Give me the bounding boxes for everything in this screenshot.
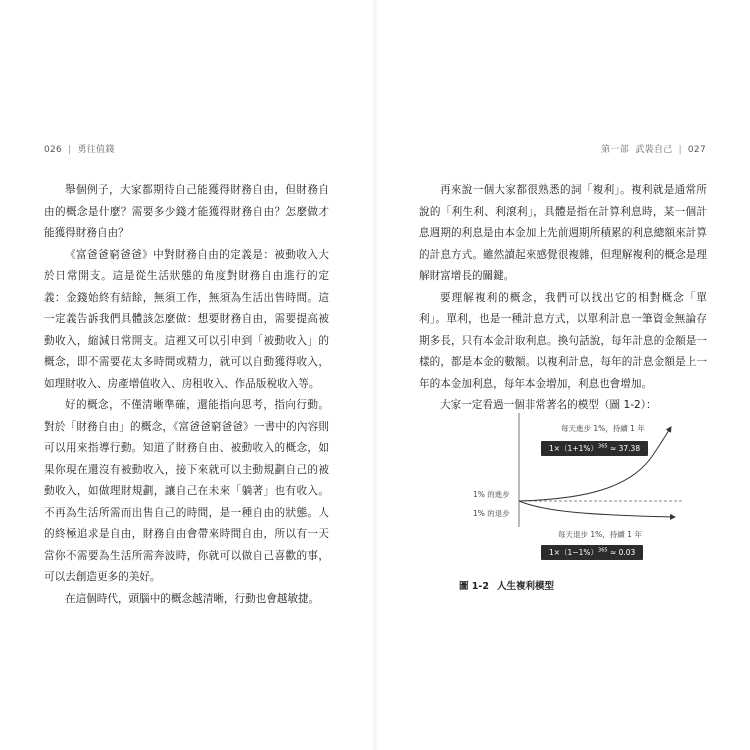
part-title: 武裝自己 bbox=[635, 145, 673, 155]
right-page-number: 027 bbox=[687, 145, 706, 155]
formula-progress-box bbox=[541, 441, 648, 456]
paragraph: 《富爸爸窮爸爸》中對財務自由的定義是：被動收入大於日常開支。這是從生活狀態的角度對財務自由進行的定義：金錢始終有結餘，無須工作，無須為生活出售時間。這一定義告訴我們具體該怎麼做：想要財務自由，需要提高被動收入，縮減日常開支。這裡又可以引申到「被動收入」的概念，即不需要花太多時間或精力，就可以自動獲得收入，如理財收入、房產增值收入、房租收入、作品版稅收入等。 bbox=[44, 248, 329, 390]
growth-curve bbox=[519, 427, 671, 501]
label-daily-progress: 每天進步 1%，持續 1 年 bbox=[561, 424, 645, 433]
compound-interest-figure bbox=[443, 405, 693, 595]
right-body-text bbox=[419, 180, 707, 417]
formula-progress-result: ≈ 37.38 bbox=[609, 444, 641, 453]
label-daily-regress: 每天退步 1%，持續 1 年 bbox=[558, 530, 642, 539]
formula-regress-base: 1×（1−1%） bbox=[549, 548, 599, 557]
left-page-number: 026 bbox=[44, 145, 63, 155]
paragraph: 要理解複利的概念，我們可以找出它的相對概念「單利」。單利，也是一種計息方式，以單利計息一筆資金無論存期多長，只有本金計取利息。換句話說，每年計息的金額是一樣的，都是本金的數額。以複利計息，每年的計息金額是上一年的本金加利息，每年本金增加，利息也會增加。 bbox=[419, 291, 707, 390]
caption-title: 人生複利模型 bbox=[496, 581, 554, 592]
figure-caption bbox=[459, 578, 554, 592]
formula-regress-box bbox=[541, 545, 643, 560]
formula-regress-exponent: 365 bbox=[598, 547, 608, 554]
formula-regress-result: ≈ 0.03 bbox=[609, 548, 636, 557]
header-separator: | bbox=[68, 145, 72, 155]
formula-progress-base: 1×（1+1%） bbox=[549, 444, 599, 453]
caption-number: 圖 1-2 bbox=[459, 581, 489, 592]
right-running-head bbox=[601, 142, 706, 155]
header-separator: | bbox=[678, 145, 682, 155]
part-label: 第一部 bbox=[601, 145, 630, 155]
book-title: 勇往值錢 bbox=[77, 145, 115, 155]
label-one-percent-regress: 1% 的退步 bbox=[473, 509, 510, 518]
paragraph: 大家一定看過一個非常著名的模型（圖 1-2）： bbox=[440, 399, 657, 411]
label-one-percent-progress: 1% 的進步 bbox=[473, 490, 510, 499]
paragraph: 舉個例子，大家都期待自己能獲得財務自由，但財務自由的概念是什麼？需要多少錢才能獲得財務自由？怎麼做才能獲得財務自由？ bbox=[44, 184, 329, 239]
paragraph: 好的概念，不僅清晰準確，還能指向思考，指向行動。對於「財務自由」的概念，《富爸爸窮爸爸》一書中的內容則可以用來指導行動。知道了財務自由、被動收入的概念，如果你現在還沒有被動收入，接下來就可以主動規劃自己的被動收入，如做理財規劃，讓自己在未來「躺著」也有收入。不再為生活所需而出售自己的時間，是一種自由的狀態。人的終極追求是自由，財務自由會帶來時間自由，所以有一天當你不需要為生活所需奔波時，你就可以做自己喜歡的事，可以去創造更多的美好。 bbox=[44, 399, 329, 583]
formula-progress-exponent: 365 bbox=[598, 443, 608, 450]
decline-curve bbox=[519, 501, 675, 517]
paragraph: 再來說一個大家都很熟悉的詞「複利」。複利就是通常所說的「利生利、利滾利」，具體是指在計算利息時，某一個計息週期的利息是由本金加上先前週期所積累的利息總額來計算的計息方式。雖然讀起來感覺很複雜，但理解複利的概念是理解財富增長的關鍵。 bbox=[419, 184, 707, 282]
right-page bbox=[375, 0, 750, 750]
paragraph: 在這個時代，頭腦中的概念越清晰，行動也會越敏捷。 bbox=[65, 592, 320, 605]
left-body-text bbox=[44, 180, 329, 610]
left-running-head bbox=[44, 142, 115, 155]
